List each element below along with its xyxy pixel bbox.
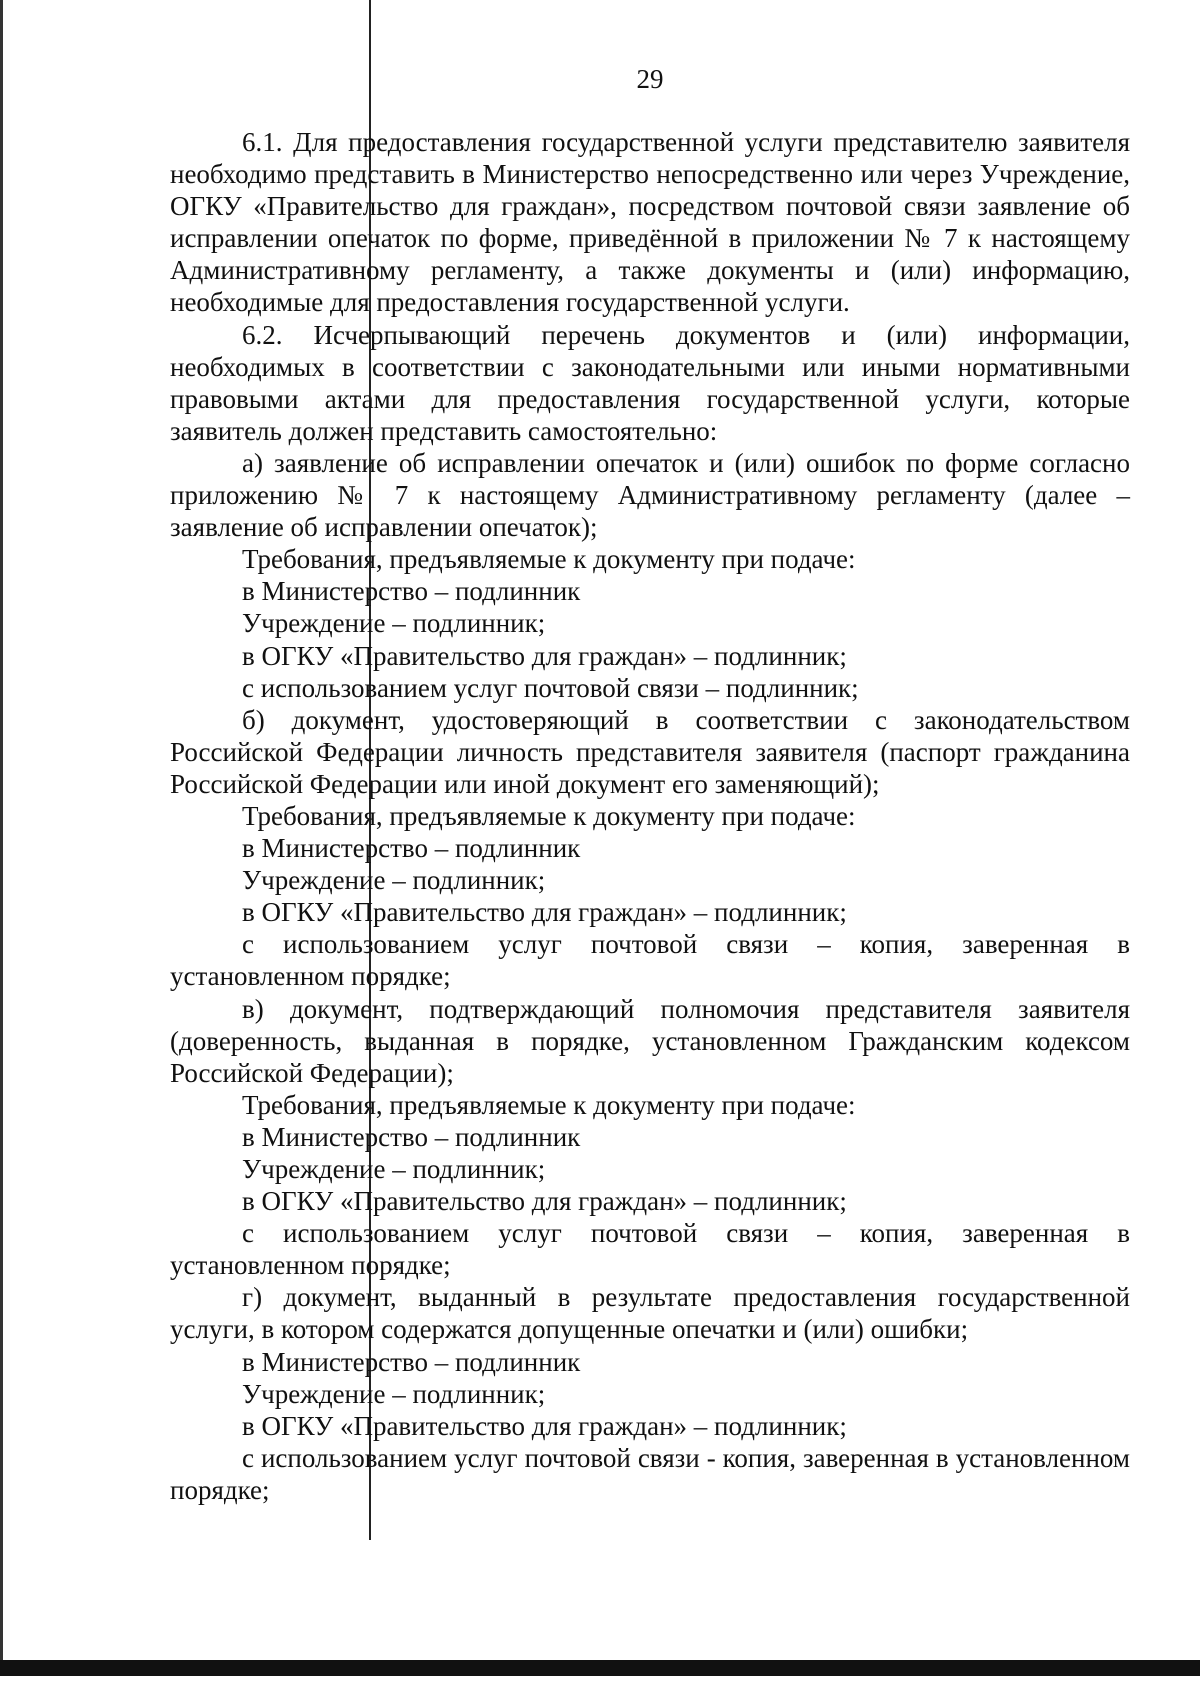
- page-number: 29: [636, 64, 664, 94]
- paragraph: с использованием услуг почтовой связи – копия, заверенная в установленном порядке;: [170, 1218, 1130, 1281]
- paragraph: Учреждение – подлинник;: [242, 865, 546, 896]
- paragraph: в Министерство – подлинник: [242, 1346, 581, 1377]
- paragraph: в ОГКУ «Правительство для граждан» – подлинник;: [242, 640, 847, 671]
- paragraph: в ОГКУ «Правительство для граждан» – подлинник;: [242, 1410, 847, 1441]
- paragraph: в) документ, подтверждающий полномочия представителя заявителя (доверенность, выданная в порядке, установленном Гражданским кодексом Российской Федерации);: [170, 993, 1130, 1088]
- paragraph: Учреждение – подлинник;: [242, 1378, 546, 1409]
- paragraph: Требования, предъявляемые к документу при подаче:: [242, 800, 856, 831]
- document-body: [170, 126, 1130, 1506]
- paragraph: 6.1. Для предоставления государственной услуги представителю заявителя необходимо представить в Министерство непосредственно или через Учреждение, ОГКУ «Правительство для граждан», посредством почтовой связи заявление об исправлении опечаток по форме, приведённой в приложении № 7 к настоящему Административному регламенту, а также документы и (или) информацию, необходимые для предоставления государственной услуги.: [170, 127, 1130, 318]
- paragraph: в Министерство – подлинник: [242, 833, 581, 864]
- paragraph: в ОГКУ «Правительство для граждан» – подлинник;: [242, 1186, 847, 1217]
- paragraph: Учреждение – подлинник;: [242, 608, 546, 639]
- paragraph: б) документ, удостоверяющий в соответствии с законодательством Российской Федерации личность представителя заявителя (паспорт гражданина Российской Федерации или иной документ его заменяющий);: [170, 704, 1130, 799]
- scan-left-edge: [0, 0, 3, 1660]
- paragraph: с использованием услуг почтовой связи – копия, заверенная в установленном порядке;: [170, 929, 1130, 992]
- paragraph: с использованием услуг почтовой связи - копия, заверенная в установленном порядке;: [170, 1442, 1130, 1505]
- paragraph: Учреждение – подлинник;: [242, 1154, 546, 1184]
- paragraph: 6.2. Исчерпывающий перечень документов и (или) информации, необходимых в соответствии с законодательными или иными нормативными правовыми актами для предоставления государственной услуги, которые заявитель должен представить самостоятельно:: [170, 319, 1130, 446]
- paragraph: а) заявление об исправлении опечаток и (или) ошибок по форме согласно приложению № 7 к настоящему Административному регламенту (далее – заявление об исправлении опечаток);: [170, 447, 1130, 543]
- paragraph: в Министерство – подлинник: [242, 1121, 581, 1152]
- paragraph: Требования, предъявляемые к документу при подаче:: [242, 544, 856, 575]
- paragraph: в ОГКУ «Правительство для граждан» – подлинник;: [242, 897, 847, 928]
- scan-bottom-band: [0, 1660, 1200, 1676]
- paragraph: Требования, предъявляемые к документу при подаче:: [242, 1089, 856, 1120]
- paragraph: с использованием услуг почтовой связи – подлинник;: [242, 672, 859, 703]
- paragraph: в Министерство – подлинник: [242, 576, 581, 607]
- paragraph: г) документ, выданный в результате предоставления государственной услуги, в котором содержатся допущенные опечатки и (или) ошибки;: [170, 1282, 1130, 1345]
